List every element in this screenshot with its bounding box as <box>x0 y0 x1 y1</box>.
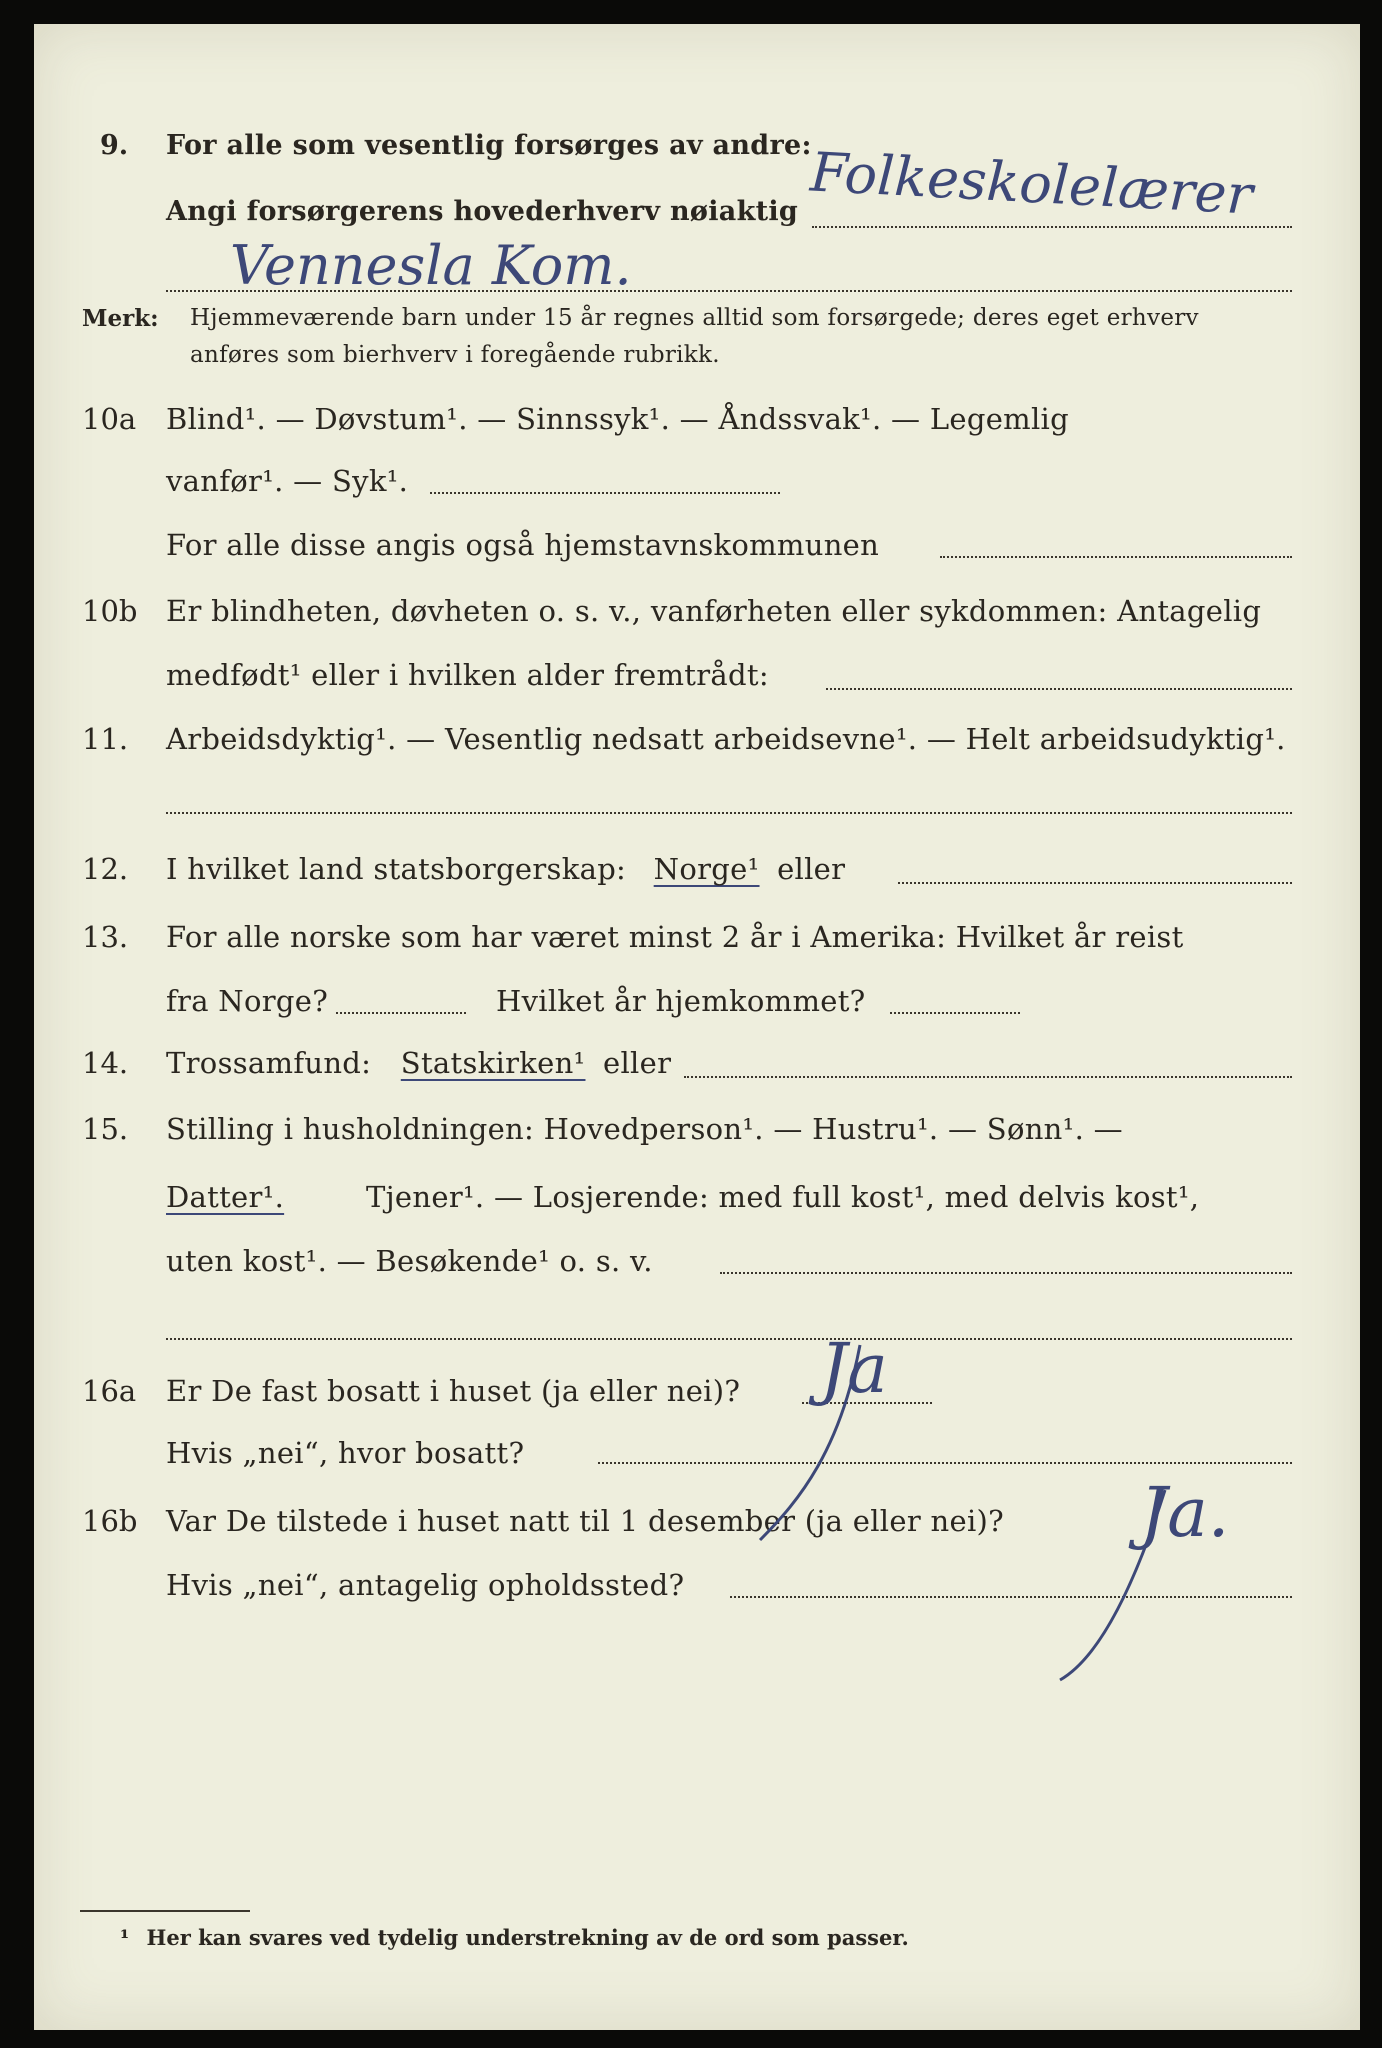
q15-line2a <box>166 1180 284 1214</box>
q11-number: 11. <box>82 722 129 756</box>
q10a-number: 10a <box>82 402 137 436</box>
merk-label: Merk: <box>82 305 159 332</box>
q14-number: 14. <box>82 1046 129 1080</box>
q15-line3: uten kost¹. — Besøkende¹ o. s. v. <box>166 1244 653 1278</box>
q10a-line1: Blind¹. — Døvstum¹. — Sinnssyk¹. — Åndssvak¹. — Legemlig <box>166 402 1069 436</box>
merk-line1: Hjemmeværende barn under 15 år regnes alltid som forsørgede; deres eget erhverv <box>190 305 1199 331</box>
q15-line2b: Tjener¹. — Losjerende: med full kost¹, med delvis kost¹, <box>366 1180 1200 1214</box>
q16b-line1: Var De tilstede i huset natt til 1 desember (ja eller nei)? <box>166 1504 1004 1538</box>
q15-answer-line-2 <box>166 1338 1292 1340</box>
footnote <box>120 1925 909 1950</box>
q13-hjemkommet-line <box>890 1012 1020 1014</box>
q12-line <box>166 852 845 886</box>
q11-line1: Arbeidsdyktig¹. — Vesentlig nedsatt arbeidsevne¹. — Helt arbeidsudyktig¹. <box>166 722 1286 756</box>
q16b-number: 16b <box>82 1504 138 1538</box>
q12-answer-line <box>898 882 1292 884</box>
q12-text-c: eller <box>777 852 846 886</box>
q9-answer-line-1 <box>812 226 1292 228</box>
q13-line2a: fra Norge? <box>166 984 329 1018</box>
q14-line <box>166 1046 671 1080</box>
q10b-line2: medfødt¹ eller i hvilken alder fremtrådt: <box>166 658 769 692</box>
q9-line2: Angi forsørgerens hovederhverv nøiaktig <box>166 196 799 227</box>
q16b-handwriting-answer: Ja. <box>1140 1474 1230 1553</box>
q14-answer-line <box>684 1076 1292 1078</box>
q10a-hjemstavn-line <box>940 556 1292 558</box>
q10b-line1: Er blindheten, døvheten o. s. v., vanførheten eller sykdommen: Antagelig <box>166 594 1262 628</box>
q13-line2b: Hvilket år hjemkommet? <box>496 984 866 1018</box>
q16a-handwriting-answer: Ja <box>820 1330 888 1409</box>
q10b-number: 10b <box>82 594 138 628</box>
footnote-rule <box>80 1910 250 1912</box>
q10a-line2: vanfør¹. — Syk¹. <box>166 464 409 498</box>
q14-text-c: eller <box>603 1046 672 1080</box>
q16b-line2: Hvis „nei“, antagelig opholdssted? <box>166 1568 685 1602</box>
q9-number: 9. <box>100 130 129 161</box>
q14-text-a: Trossamfund: <box>166 1046 372 1080</box>
q13-reist-line <box>336 1012 466 1014</box>
q15-datter: Datter¹. <box>166 1180 285 1214</box>
q16a-line1: Er De fast bosatt i huset (ja eller nei)? <box>166 1374 741 1408</box>
q11-answer-line <box>166 812 1292 814</box>
q16a-number: 16a <box>82 1374 137 1408</box>
q13-number: 13. <box>82 920 129 954</box>
q15-number: 15. <box>82 1112 129 1146</box>
q9-line1: For alle som vesentlig forsørges av andre: <box>166 130 812 161</box>
q15-answer-line-1 <box>720 1272 1292 1274</box>
q9-handwriting-place: Vennesla Kom. <box>230 234 632 297</box>
q10a-answer-line <box>430 492 780 494</box>
q10b-answer-line <box>826 688 1292 690</box>
q15-line1: Stilling i husholdningen: Hovedperson¹. — Hustru¹. — Sønn¹. — <box>166 1112 1123 1146</box>
q16b-opholdssted-line <box>730 1596 1292 1598</box>
q16a-bosatt-line <box>598 1462 1292 1464</box>
footnote-mark: ¹ <box>120 1925 130 1950</box>
merk-line2: anføres som bierhverv i foregående rubrikk. <box>190 342 720 368</box>
q14-text-b: Statskirken¹ <box>400 1046 586 1080</box>
q9-handwriting-occupation: Folkeskolelærer <box>808 140 1255 227</box>
q12-text-b: Norge¹ <box>653 852 760 886</box>
q16a-line2: Hvis „nei“, hvor bosatt? <box>166 1436 525 1470</box>
q12-text-a: I hvilket land statsborgerskap: <box>166 852 627 886</box>
footnote-text: Her kan svares ved tydelig understrekning av de ord som passer. <box>146 1925 909 1950</box>
q12-number: 12. <box>82 852 129 886</box>
q13-line1: For alle norske som har været minst 2 år i Amerika: Hvilket år reist <box>166 920 1184 954</box>
q10a-line3: For alle disse angis også hjemstavnskommunen <box>166 528 880 562</box>
